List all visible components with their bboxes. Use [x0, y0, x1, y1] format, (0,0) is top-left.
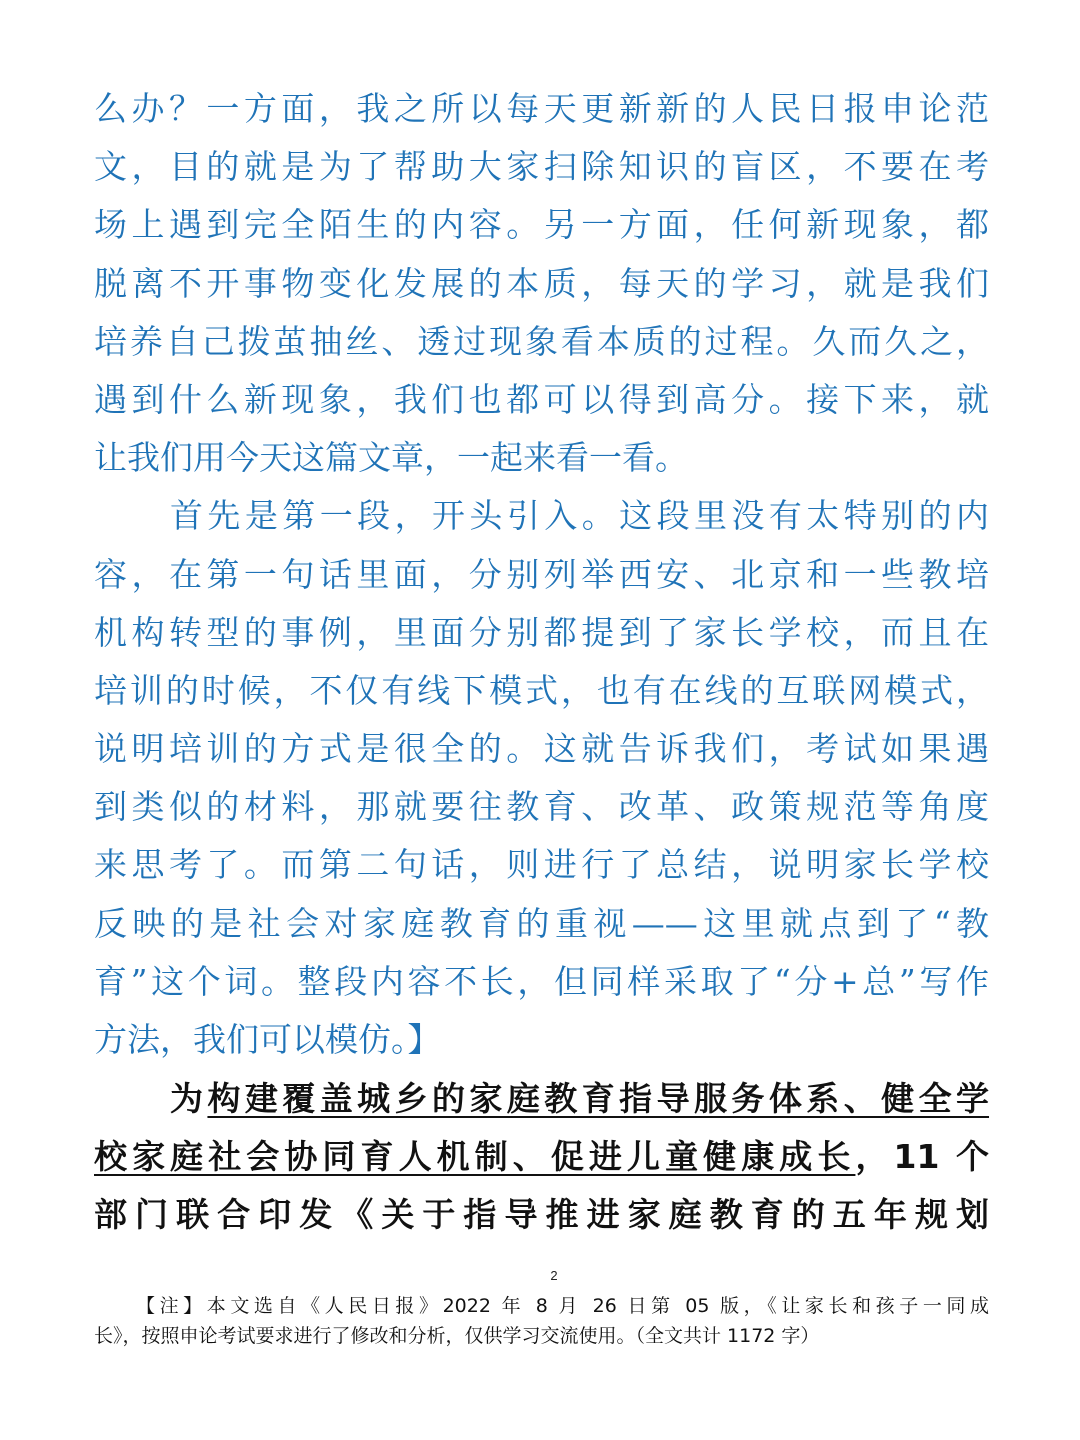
- page-number: 2: [550, 1268, 558, 1283]
- commentary-block: [94, 80, 989, 1069]
- commentary-line: 首先是第一段，开头引入。这段里没有太特别的内: [170, 496, 989, 536]
- article-line: [94, 1128, 989, 1186]
- commentary-line: 遇到什么新现象，我们也都可以得到高分。接下来，就: [94, 379, 989, 419]
- footnote-line: 长》，按照申论考试要求进行了修改和分析，仅供学习交流使用。（全文共计 1172 字）: [94, 1325, 820, 1347]
- article-line: 部门联合印发《关于指导推进家庭教育的五年规划: [94, 1195, 989, 1234]
- commentary-line: 育”这个词。整段内容不长，但同样采取了“分+总”写作: [94, 961, 989, 1001]
- commentary-line: 培训的时候，不仅有线下模式，也有在线的互联网模式，: [94, 670, 989, 710]
- article-text: 为: [170, 1079, 208, 1118]
- commentary-line: 文，目的就是为了帮助大家扫除知识的盲区，不要在考: [94, 147, 989, 187]
- commentary-line: 机构转型的事例，里面分别都提到了家长学校，而且在: [94, 612, 989, 652]
- underlined-text: 校家庭社会协同育人机制、促进儿童健康成长: [94, 1137, 856, 1176]
- commentary-line: 方法，我们可以模仿。】: [94, 1020, 441, 1059]
- commentary-line: 反映的是社会对家庭教育的重视——这里就点到了“教: [94, 903, 989, 943]
- commentary-line: 场上遇到完全陌生的内容。另一方面，任何新现象，都: [94, 205, 989, 245]
- commentary-line: 培养自己拨茧抽丝、透过现象看本质的过程。久而久之，: [94, 321, 989, 361]
- commentary-line: 来思考了。而第二句话，则进行了总结，说明家长学校: [94, 845, 989, 885]
- article-line: [94, 1070, 989, 1128]
- commentary-line: 说明培训的方式是很全的。这就告诉我们，考试如果遇: [94, 729, 989, 769]
- underlined-text: 构建覆盖城乡的家庭教育指导服务体系、健全学: [207, 1079, 990, 1118]
- commentary-line: 容，在第一句话里面，分别列举西安、北京和一些教培: [94, 554, 989, 594]
- commentary-line: 么办？一方面，我之所以每天更新新的人民日报申论范: [94, 89, 989, 128]
- footnote-line: 【注】本文选自《人民日报》2022 年 8 月 26 日第 05 版，《让家长和孩子一同成: [136, 1295, 989, 1317]
- footnote: [94, 1291, 989, 1351]
- commentary-line: 到类似的材料，那就要往教育、改革、政策规范等角度: [94, 787, 989, 827]
- article-text: ，11 个: [855, 1137, 989, 1176]
- article-body: [94, 1070, 989, 1244]
- commentary-line: 脱离不开事物变化发展的本质，每天的学习，就是我们: [94, 263, 989, 303]
- commentary-line: 让我们用今天这篇文章，一起来看一看。: [94, 438, 688, 478]
